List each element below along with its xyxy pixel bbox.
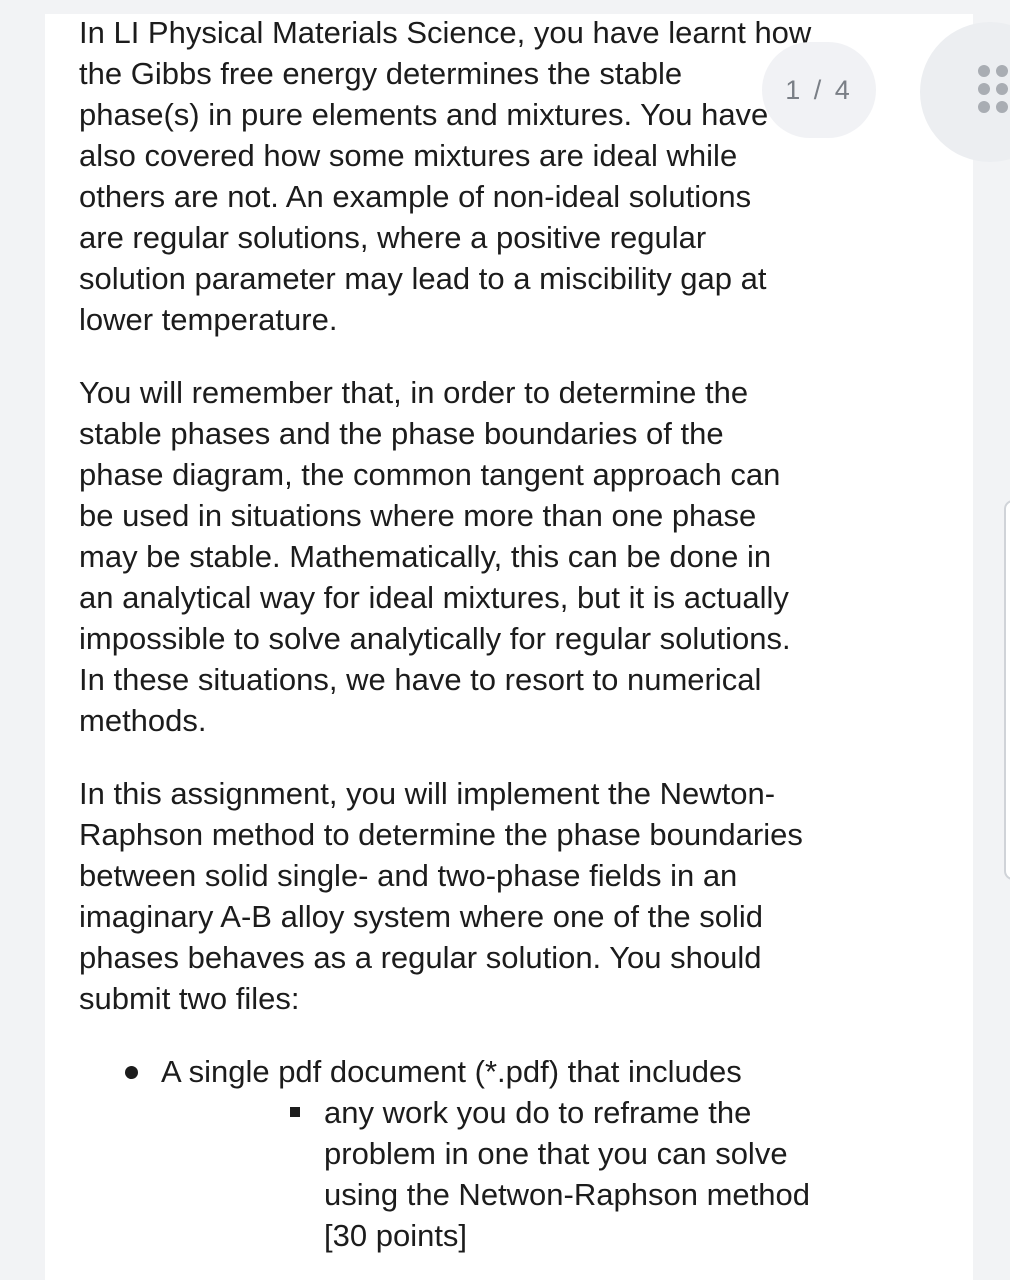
text-line: stable phases and the phase boundaries of the bbox=[79, 416, 724, 451]
text-line: methods. bbox=[79, 703, 207, 738]
sub-bullet-line: problem in one that you can solve bbox=[324, 1136, 788, 1171]
grid-dot bbox=[996, 101, 1008, 113]
scrollbar-handle[interactable] bbox=[1004, 500, 1010, 880]
text-line: You will remember that, in order to determine the bbox=[79, 375, 749, 410]
text-line: phases behaves as a regular solution. You should bbox=[79, 940, 762, 975]
paragraph-3 bbox=[79, 773, 879, 1019]
paragraph-1 bbox=[79, 12, 879, 340]
sub-bullet-line: using the Netwon-Raphson method bbox=[324, 1177, 810, 1212]
text-line: phase diagram, the common tangent approach can bbox=[79, 457, 781, 492]
text-line: In these situations, we have to resort to numerical bbox=[79, 662, 762, 697]
text-line: lower temperature. bbox=[79, 302, 338, 337]
text-line: Raphson method to determine the phase boundaries bbox=[79, 817, 803, 852]
bullet-text: A single pdf document (*.pdf) that includes bbox=[161, 1054, 742, 1089]
grid-menu-icon[interactable] bbox=[978, 65, 1008, 113]
text-line: the Gibbs free energy determines the stable bbox=[79, 56, 683, 91]
text-line: others are not. An example of non-ideal solutions bbox=[79, 179, 752, 214]
bullet-dot-icon bbox=[125, 1066, 138, 1079]
square-bullet-icon bbox=[290, 1107, 300, 1117]
bullet-item bbox=[79, 1051, 879, 1092]
paragraph-2 bbox=[79, 372, 879, 741]
document-content bbox=[79, 12, 879, 1256]
text-line: phase(s) in pure elements and mixtures. You have bbox=[79, 97, 769, 132]
text-line: imaginary A-B alloy system where one of the solid bbox=[79, 899, 764, 934]
text-line: solution parameter may lead to a miscibility gap at bbox=[79, 261, 767, 296]
grid-dot bbox=[996, 65, 1008, 77]
sub-bullet-line: [30 points] bbox=[324, 1218, 468, 1253]
sub-bullet-item bbox=[79, 1092, 879, 1256]
text-line: In this assignment, you will implement the Newton- bbox=[79, 776, 776, 811]
grid-dot bbox=[978, 83, 990, 95]
grid-dot bbox=[996, 83, 1008, 95]
text-line: may be stable. Mathematically, this can be done in bbox=[79, 539, 772, 574]
text-line: impossible to solve analytically for regular solutions. bbox=[79, 621, 791, 656]
grid-dot bbox=[978, 101, 990, 113]
text-line: In LI Physical Materials Science, you have learnt how bbox=[79, 15, 812, 50]
sub-bullet-line: any work you do to reframe the bbox=[324, 1095, 752, 1130]
text-line: between solid single- and two-phase fields in an bbox=[79, 858, 738, 893]
text-line: an analytical way for ideal mixtures, but it is actually bbox=[79, 580, 789, 615]
page-indicator: 1 / 4 bbox=[762, 42, 876, 138]
text-line: also covered how some mixtures are ideal while bbox=[79, 138, 738, 173]
text-line: are regular solutions, where a positive regular bbox=[79, 220, 707, 255]
text-line: submit two files: bbox=[79, 981, 300, 1016]
text-line: be used in situations where more than one phase bbox=[79, 498, 757, 533]
grid-dot bbox=[978, 65, 990, 77]
